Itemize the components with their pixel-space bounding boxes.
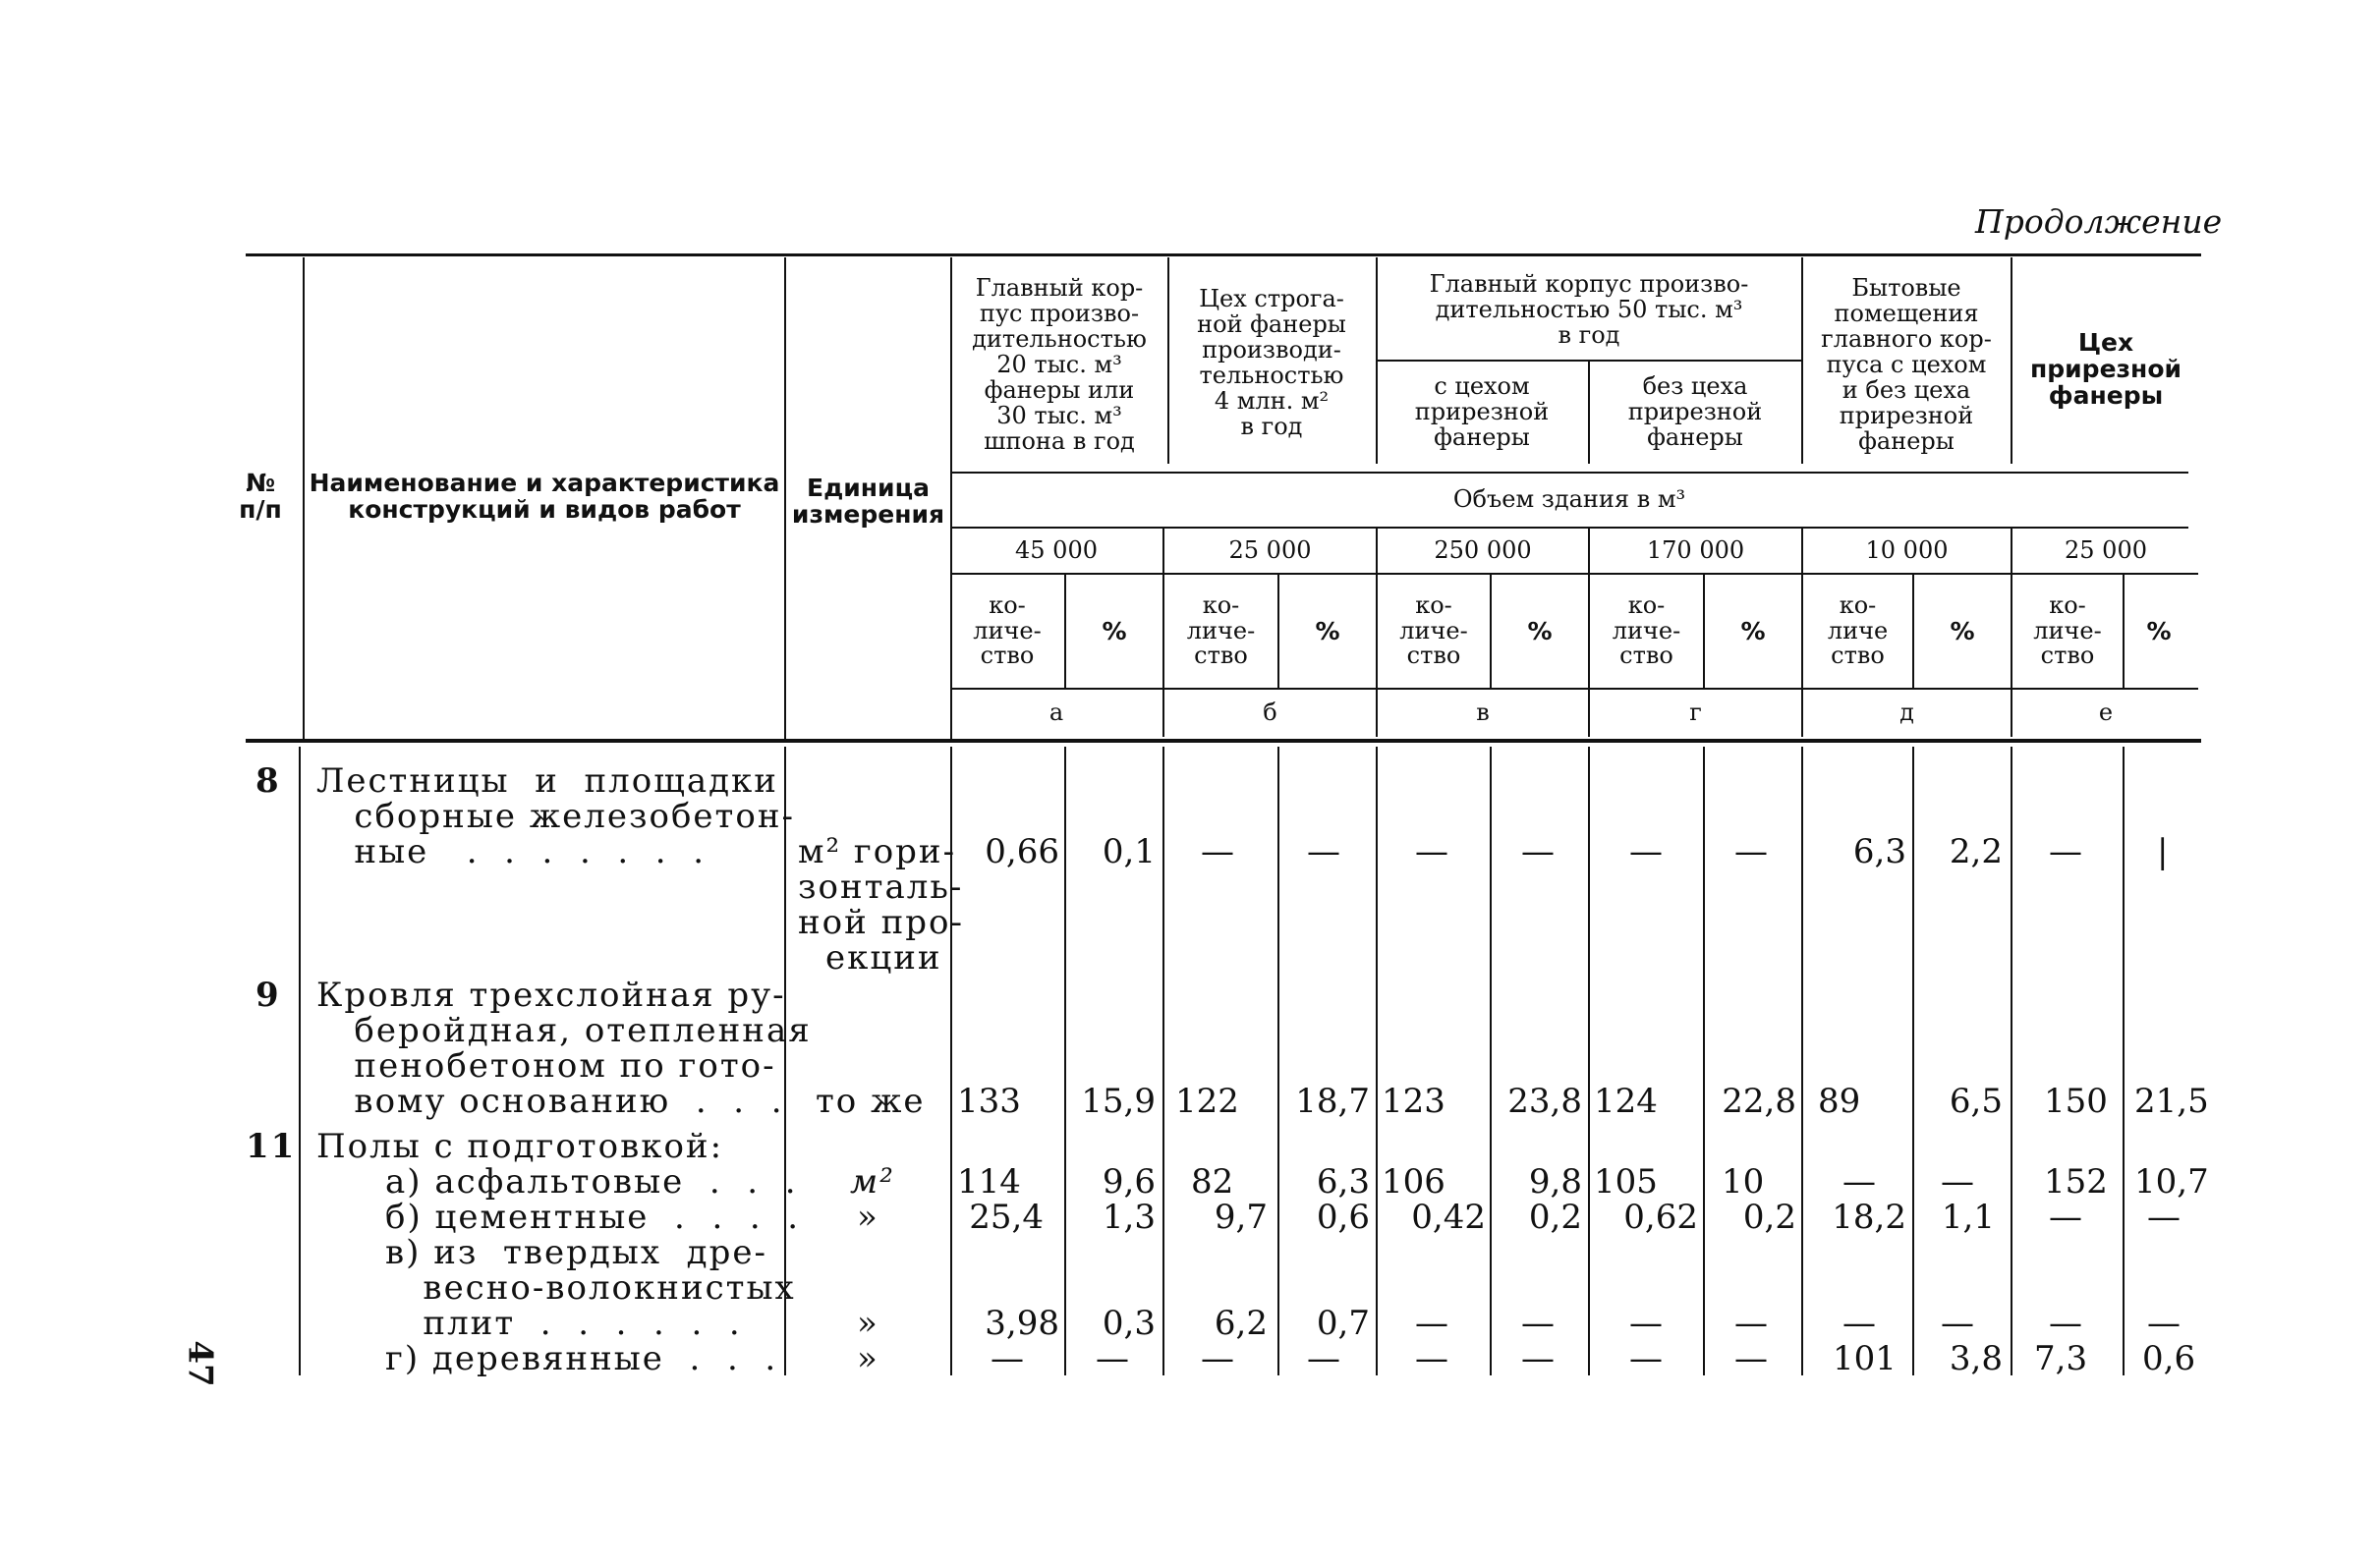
row9-unit: то же (816, 1082, 926, 1121)
header-group-b: Цех строга- ной фанеры производи- тельностью 4 млн. м² в год (1197, 285, 1346, 440)
volume-label: Объем здания в м³ (1452, 485, 1686, 514)
row8-val-8: — (1734, 832, 1768, 871)
row11a-val-9: — (1842, 1162, 1876, 1202)
qty-header-a: ко- личе- ство (973, 590, 1042, 670)
body-sep-6 (1588, 747, 1590, 1375)
row8-val-2: 0,1 (1102, 832, 1156, 871)
row8-val-9: 6,3 (1852, 832, 1906, 871)
letter-g: г (1689, 699, 1702, 727)
row8-val-11: — (2049, 832, 2082, 871)
row11a-val-2: 9,6 (1102, 1162, 1156, 1202)
row11v-val-10: — (1941, 1304, 1974, 1343)
row11b-label: б) цементные . . . . (385, 1198, 801, 1237)
row11-num: 11 (246, 1127, 297, 1166)
row9-name-4: вому основанию . . . (316, 1082, 784, 1121)
row11a-val-7: 105 (1594, 1162, 1658, 1202)
body-sep-8 (1801, 747, 1803, 1375)
row8-val-7: — (1629, 832, 1663, 871)
row11g-val-4: — (1307, 1339, 1340, 1378)
row9-val-7: 124 (1594, 1082, 1658, 1121)
row9-name-3: пенобетоном по гото- (316, 1046, 776, 1086)
row11g-val-5: — (1415, 1339, 1448, 1378)
row11a-unit: м² (850, 1162, 895, 1202)
header-group-g: без цеха прирезной фанеры (1627, 372, 1763, 451)
body-sep-3 (1277, 747, 1279, 1375)
row11b-val-3: 9,7 (1214, 1198, 1268, 1237)
pct-header-b: % (1315, 617, 1340, 645)
row11g-val-1: — (991, 1339, 1024, 1378)
row8-unit-3: ной про- (798, 903, 964, 942)
row11v-val-4: 0,7 (1316, 1304, 1370, 1343)
volume-v: 250 000 (1434, 535, 1532, 564)
qty-rule (950, 688, 2198, 690)
header-bottom-rule (246, 739, 2201, 743)
header-unit: Единица измерения (791, 474, 945, 529)
qty-header-v: ко- личе- ство (1399, 590, 1468, 670)
row8-val-5: — (1415, 832, 1448, 871)
body-sep-9 (1912, 747, 1914, 1375)
body-sep-1 (1064, 747, 1066, 1375)
row11b-val-5: 0,42 (1411, 1198, 1486, 1237)
row9-val-11: 150 (2044, 1082, 2108, 1121)
row11b-val-6: 0,2 (1528, 1198, 1582, 1237)
row9-name-1: Кровля трехслойная ру- (316, 976, 786, 1015)
pct-header-g: % (1740, 617, 1766, 645)
row11a-val-3: 82 (1191, 1162, 1234, 1202)
letter-d: д (1899, 699, 1914, 727)
row11v-val-3: 6,2 (1214, 1304, 1268, 1343)
letter-e: е (2098, 699, 2114, 727)
top-rule (246, 253, 2201, 256)
row8-unit-1: м² гори- (798, 832, 957, 871)
row8-val-6: — (1521, 832, 1555, 871)
row11b-val-10: 1,1 (1941, 1198, 1995, 1237)
row9-val-12: 21,5 (2134, 1082, 2209, 1121)
page-number: 47 (180, 1340, 220, 1387)
row8-num: 8 (255, 761, 281, 801)
row11b-val-4: 0,6 (1316, 1198, 1370, 1237)
row11g-val-3: — (1201, 1339, 1234, 1378)
row8-name-1: Лестницы и площадки (316, 761, 778, 801)
header-group-vg: Главный корпус произво- дительностью 50 тыс. м³ в год (1429, 270, 1749, 349)
header-group-v: с цехом прирезной фанеры (1414, 372, 1550, 451)
row9-name-2: беройдная, отепленная (316, 1011, 812, 1050)
row11a-val-10: — (1941, 1162, 1974, 1202)
pct-header-e: % (2146, 617, 2172, 645)
row11a-val-4: 6,3 (1316, 1162, 1370, 1202)
row9-val-4: 18,7 (1295, 1082, 1370, 1121)
row11v-val-1: 3,98 (985, 1304, 1059, 1343)
header-group-a: Главный кор- пус произво- дительностью 20 тыс. м³ фанеры или 30 тыс. м³ шпона в год (972, 274, 1147, 455)
row11a-val-12: 10,7 (2134, 1162, 2209, 1202)
row11g-val-7: — (1629, 1339, 1663, 1378)
row9-val-9: 89 (1818, 1082, 1861, 1121)
row11v-val-11: — (2049, 1304, 2082, 1343)
row11v-val-7: — (1629, 1304, 1663, 1343)
row8-val-10: 2,2 (1949, 832, 2003, 871)
row11b-val-8: 0,2 (1742, 1198, 1796, 1237)
header-num: № п/п (239, 469, 282, 524)
body-sep-num (299, 747, 301, 1375)
row11g-unit: » (857, 1339, 879, 1378)
row11a-label: а) асфальтовые . . . (385, 1162, 798, 1202)
row11a-val-11: 152 (2044, 1162, 2108, 1202)
row8-unit-4: екции (825, 938, 942, 978)
qty-header-g: ко- личе- ство (1612, 590, 1681, 670)
header-group-d: Бытовые помещения главного кор- пуса с цехом и без цеха прирезной фанеры (1821, 274, 1992, 455)
row11v-val-8: — (1734, 1304, 1768, 1343)
volume-a: 45 000 (1015, 535, 1098, 564)
row11a-val-1: 114 (957, 1162, 1021, 1202)
row11g-val-9: 101 (1833, 1339, 1897, 1378)
letter-a: а (1048, 699, 1064, 727)
row11g-label: г) деревянные . . . (385, 1339, 778, 1378)
row8-name-2: сборные железобетон- (316, 797, 795, 836)
pct-header-a: % (1102, 617, 1127, 645)
row8-val-12: | (2157, 832, 2169, 871)
row11v-label3: плит . . . . . . (385, 1304, 742, 1343)
volume-values-rule (950, 573, 2198, 575)
row11b-unit: » (857, 1198, 879, 1237)
row11b-val-7: 0,62 (1623, 1198, 1698, 1237)
row9-val-6: 23,8 (1507, 1082, 1582, 1121)
volume-e: 25 000 (2065, 535, 2147, 564)
body-sep-10 (2011, 747, 2012, 1375)
body-sep-5 (1490, 747, 1492, 1375)
row9-val-8: 22,8 (1722, 1082, 1796, 1121)
pct-header-v: % (1527, 617, 1553, 645)
row11v-label: в) из твердых дре- (385, 1233, 767, 1272)
qty-header-b: ко- личе- ство (1186, 590, 1256, 670)
row11b-val-2: 1,3 (1102, 1198, 1156, 1237)
row8-unit-2: зонталь- (798, 867, 964, 907)
volume-b: 25 000 (1228, 535, 1312, 564)
row11g-val-6: — (1521, 1339, 1555, 1378)
continuation-label: Продолжение (1975, 202, 2223, 241)
qty-header-d: ко- личе ство (1827, 590, 1889, 670)
row11g-val-10: 3,8 (1949, 1339, 2003, 1378)
row11a-val-8: 10 (1722, 1162, 1765, 1202)
row11b-val-1: 25,4 (969, 1198, 1044, 1237)
row11g-val-8: — (1734, 1339, 1768, 1378)
row11b-val-9: 18,2 (1832, 1198, 1906, 1237)
row9-val-10: 6,5 (1949, 1082, 2003, 1121)
body-sep-2 (1162, 747, 1164, 1375)
body-sep-4 (1376, 747, 1378, 1375)
row11a-val-6: 9,8 (1528, 1162, 1582, 1202)
row11g-val-11: 7,3 (2034, 1339, 2088, 1378)
row9-val-3: 122 (1175, 1082, 1239, 1121)
row11v-val-9: — (1842, 1304, 1876, 1343)
row9-val-2: 15,9 (1081, 1082, 1156, 1121)
row11a-val-5: 106 (1382, 1162, 1445, 1202)
qty-header-e: ко- личе- ство (2033, 590, 2102, 670)
row11b-val-12: — (2147, 1198, 2181, 1237)
row11g-val-12: 0,6 (2142, 1339, 2196, 1378)
row8-val-4: — (1307, 832, 1340, 871)
row9-val-1: 133 (957, 1082, 1021, 1121)
row11v-unit: » (857, 1304, 879, 1343)
volume-d: 10 000 (1865, 535, 1949, 564)
row11v-val-12: — (2147, 1304, 2181, 1343)
row8-val-1: 0,66 (985, 832, 1059, 871)
row11g-val-2: — (1096, 1339, 1129, 1378)
row11v-val-6: — (1521, 1304, 1555, 1343)
row9-val-5: 123 (1382, 1082, 1445, 1121)
row8-val-3: — (1201, 832, 1234, 871)
letter-v: в (1476, 699, 1490, 727)
letter-b: б (1263, 699, 1277, 727)
row11b-val-11: — (2049, 1198, 2082, 1237)
row11v-label2: весно-волокнистых (385, 1268, 796, 1308)
body-sep-11 (2123, 747, 2125, 1375)
row8-name-3: ные . . . . . . . (316, 832, 707, 871)
row11v-val-2: 0,3 (1102, 1304, 1156, 1343)
row11-name: Полы с подготовкой: (316, 1127, 724, 1166)
row9-num: 9 (255, 976, 281, 1015)
volume-g: 170 000 (1646, 535, 1745, 564)
body-sep-7 (1703, 747, 1705, 1375)
header-group-e: Цех прирезной фанеры (2029, 327, 2182, 410)
header-name: Наименование и характеристика конструкций и видов работ (309, 469, 780, 524)
row11v-val-5: — (1415, 1304, 1448, 1343)
pct-header-d: % (1950, 617, 1975, 645)
